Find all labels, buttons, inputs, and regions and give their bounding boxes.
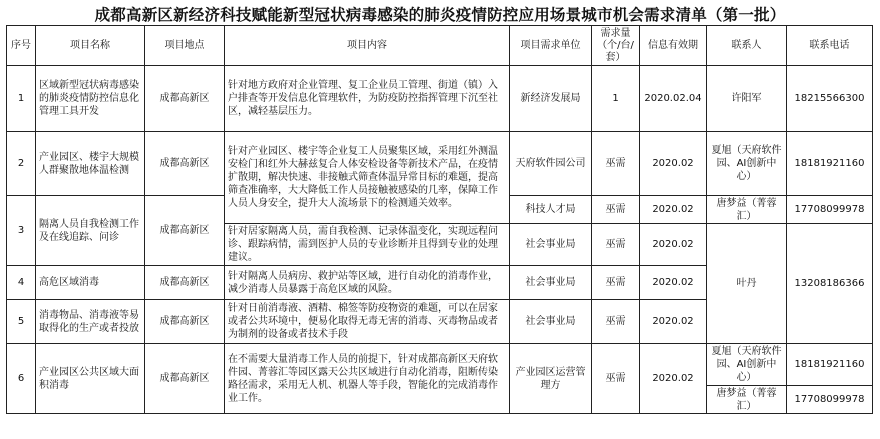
header-valid: 信息有效期 [640, 26, 707, 66]
cell-contact: 夏旭（天府软件园、AI创新中心） [707, 344, 787, 386]
cell-valid: 2020.02 [640, 196, 707, 224]
header-content: 项目内容 [225, 26, 510, 66]
cell-qty: 巫需 [592, 196, 640, 224]
cell-content: 针对隔离人员病房、救护站等区域，进行自动化的消毒作业，减少消毒人员暴露于高危区域的风险。 [225, 266, 510, 300]
header-qty: 需求量（个/台/套） [592, 26, 640, 66]
cell-qty: 巫需 [592, 300, 640, 344]
cell-location: 成都高新区 [145, 266, 225, 300]
cell-phone: 13208186366 [787, 224, 873, 344]
cell-valid: 2020.02 [640, 344, 707, 414]
cell-qty: 巫需 [592, 224, 640, 266]
cell-location: 成都高新区 [145, 132, 225, 196]
cell-valid: 2020.02 [640, 266, 707, 300]
header-row [7, 26, 873, 66]
cell-no: 1 [7, 66, 36, 132]
cell-contact: 夏旭（天府软件园、AI创新中心） [707, 132, 787, 196]
header-contact: 联系人 [707, 26, 787, 66]
cell-unit: 社会事业局 [510, 224, 592, 266]
cell-unit: 产业园区运营管理方 [510, 344, 592, 414]
cell-no: 4 [7, 266, 36, 300]
cell-name: 消毒物品、消毒液等易取得化的生产或者投放 [36, 300, 145, 344]
cell-phone: 18181921160 [787, 132, 873, 196]
cell-unit: 新经济发展局 [510, 66, 592, 132]
cell-name: 隔离人员自我检测工作及在线追踪、问诊 [36, 196, 145, 266]
cell-unit: 科技人才局 [510, 196, 592, 224]
header-unit: 项目需求单位 [510, 26, 592, 66]
cell-location: 成都高新区 [145, 66, 225, 132]
table-row [7, 132, 873, 196]
cell-content: 针对地方政府对企业管理、复工企业员工管理、街道（镇）入户排查等开发信息化管理软件，为防疫防控指挥管理下沉至社区，减轻基层压力。 [225, 66, 510, 132]
cell-location: 成都高新区 [145, 196, 225, 266]
cell-content: 针对产业园区、楼宇等企业复工人员聚集区域，采用红外测温安检门和红外大赫兹复合人体安检设备等新技术产品，在疫情扩散期，解决快速、非接触式筛查体温异常目标的难题，提高筛查准确率，大大降低工作人员接触被感染的几率，保障工作人员人身安全，提升大人流场景下的检测通关效率。 [225, 132, 510, 224]
cell-qty: 巫需 [592, 344, 640, 414]
cell-qty: 巫需 [592, 266, 640, 300]
cell-qty: 1 [592, 66, 640, 132]
cell-valid: 2020.02 [640, 132, 707, 196]
cell-name: 区域新型冠状病毒感染的肺炎疫情防控信息化管理工具开发 [36, 66, 145, 132]
cell-unit: 社会事业局 [510, 300, 592, 344]
cell-contact: 唐梦益（菁蓉汇） [707, 386, 787, 414]
header-location: 项目地点 [145, 26, 225, 66]
table-row [7, 344, 873, 386]
cell-contact: 许阳军 [707, 66, 787, 132]
cell-content: 针对日前消毒液、酒精、棉签等防疫物资的难题，可以在居家或者公共环境中，便易化取得无毒无害的消毒、灭毒物品或者为制剂的设备或者技术手段 [225, 300, 510, 344]
cell-unit: 社会事业局 [510, 266, 592, 300]
cell-unit: 天府软件园公司 [510, 132, 592, 196]
cell-phone: 17708099978 [787, 196, 873, 224]
cell-name: 高危区域消毒 [36, 266, 145, 300]
cell-no: 3 [7, 196, 36, 266]
cell-name: 产业园区公共区域大面积消毒 [36, 344, 145, 414]
cell-valid: 2020.02.04 [640, 66, 707, 132]
cell-phone: 18215566300 [787, 66, 873, 132]
cell-contact: 叶丹 [707, 224, 787, 344]
cell-phone: 18181921160 [787, 344, 873, 386]
header-name: 项目名称 [36, 26, 145, 66]
cell-phone: 17708099978 [787, 386, 873, 414]
cell-valid: 2020.02 [640, 224, 707, 266]
cell-content: 针对居家隔离人员，需自我检测、记录体温变化，实现远程问诊、跟踪病情，需到医护人员的专业诊断并且得到专业的处理建议。 [225, 224, 510, 266]
cell-name: 产业园区、楼宇大规模人群聚散地体温检测 [36, 132, 145, 196]
cell-qty: 巫需 [592, 132, 640, 196]
header-no: 序号 [7, 26, 36, 66]
header-phone: 联系电话 [787, 26, 873, 66]
table-row [7, 66, 873, 132]
cell-no: 2 [7, 132, 36, 196]
document-title: 成都高新区新经济科技赋能新型冠状病毒感染的肺炎疫情防控应用场景城市机会需求清单（第一批） [94, 5, 786, 24]
requirements-table [6, 25, 873, 414]
cell-contact: 唐梦益（菁蓉汇） [707, 196, 787, 224]
cell-content: 在不需要大量消毒工作人员的前提下，针对成都高新区天府软件园、菁蓉汇等园区露天公共区域进行自动化消毒，阻断传染路径需求，采用无人机、机器人等手段，智能化的完成消毒作业工作。 [225, 344, 510, 414]
cell-valid: 2020.02 [640, 300, 707, 344]
cell-location: 成都高新区 [145, 344, 225, 414]
cell-no: 6 [7, 344, 36, 414]
cell-no: 5 [7, 300, 36, 344]
cell-location: 成都高新区 [145, 300, 225, 344]
